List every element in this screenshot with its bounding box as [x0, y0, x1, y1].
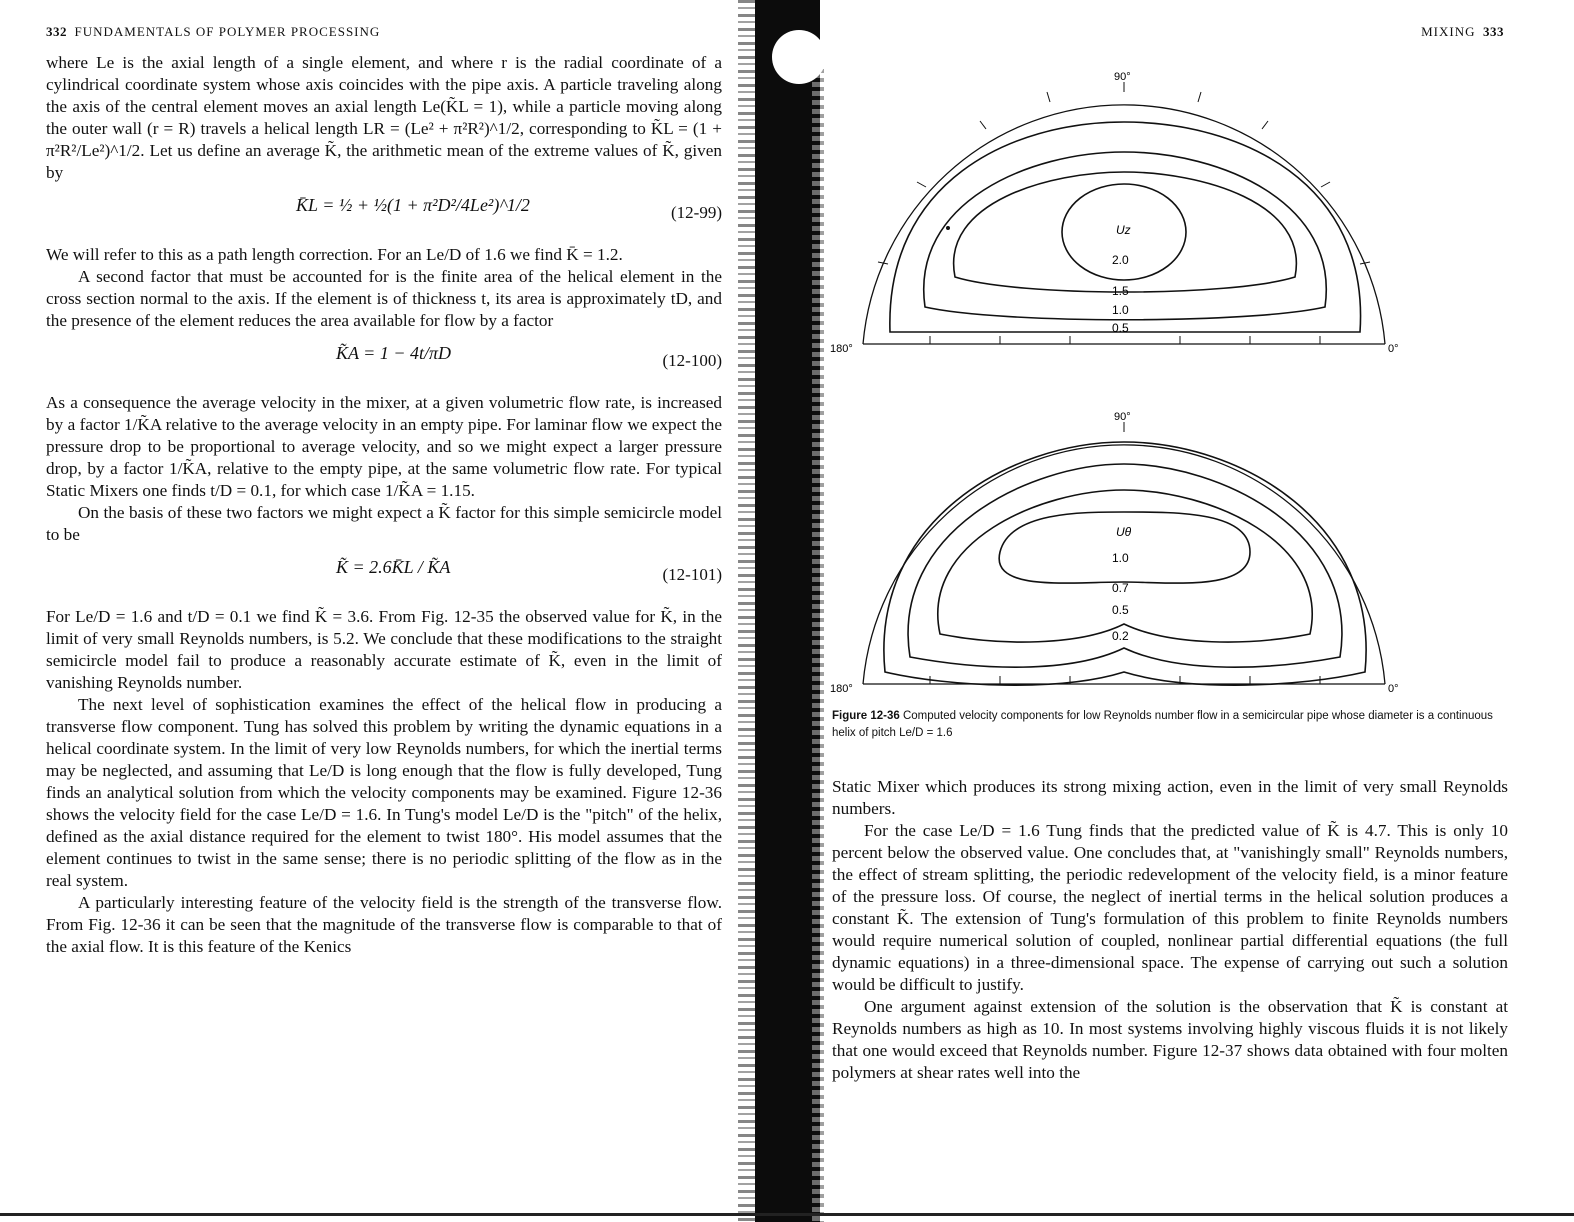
contour-label: 1.0: [1112, 303, 1129, 317]
symbol-utheta: Uθ: [1116, 525, 1132, 539]
caption-text: Computed velocity components for low Reynolds number flow in a semicircular pipe whose diameter is a continuous helix of pitch Le/D = 1.6: [832, 710, 1493, 739]
equation-body: K̃ = 2.6K̄L / K̃A: [336, 557, 451, 577]
caption-label: Figure 12-36: [832, 710, 900, 722]
paragraph: Static Mixer which produces its strong mixing action, even in the limit of very small Reynolds numbers.: [832, 777, 1508, 818]
contour-label: 0.5: [1112, 321, 1129, 335]
label-180: 180°: [830, 343, 853, 355]
page-bottom-edge: [0, 1213, 1574, 1216]
right-header-title: MIXING: [1421, 24, 1476, 39]
binding-hole: [772, 30, 826, 84]
equation-body: K̃A = 1 − 4t/πD: [336, 343, 451, 363]
label-0: 0°: [1388, 343, 1399, 355]
equation-number: (12-101): [662, 565, 722, 584]
contour-label: 0.7: [1112, 581, 1129, 595]
figure-axial-velocity: [830, 62, 1410, 362]
equation-12-100: [46, 332, 722, 392]
paragraph: A second factor that must be accounted for is the finite area of the helical element in the cross section normal to the axis. If the element is of thickness t, its area is approximately tD, and the presence of the element reduces the area available for flow by a factor: [46, 267, 722, 330]
paragraph: where Le is the axial length of a single element, and where r is the radial coordinate of a cylindrical coordinate system whose axis coincides with the pipe axis. A particle traveling along the axis of the central element moves an axial length Le(K̃L = 1), while a particle moving along the outer wall (r = R) travels a helical length LR = (Le² + π²R²)^1/2, corresponding to K̃L = (1 + π²R²/Le²)^1/2. Let us define an average K̃, the arithmetic mean of the extreme values of K̃, given by: [46, 53, 722, 182]
figure-caption: [832, 708, 1508, 742]
label-0: 0°: [1388, 683, 1399, 695]
contour-label: 0.2: [1112, 629, 1129, 643]
contour-label: 2.0: [1112, 253, 1129, 267]
left-page-number: 332: [46, 24, 67, 39]
contour-label: 1.5: [1112, 284, 1129, 298]
figure-azimuthal-velocity: [830, 402, 1410, 702]
paragraph: We will refer to this as a path length correction. For an Le/D of 1.6 we find K̄ = 1.2.: [46, 245, 623, 264]
symbol-uz: Uz: [1116, 223, 1131, 237]
equation-12-99: [46, 184, 722, 244]
left-body-text: [46, 52, 722, 958]
equation-12-101: [46, 546, 722, 606]
right-body-text: [832, 776, 1508, 1084]
paragraph: As a consequence the average velocity in the mixer, at a given volumetric flow rate, is increased by a factor 1/K̃A relative to the average velocity in an empty pipe. For laminar flow we expect the pressure drop to be proportional to average velocity, and so we might expect a larger pressure drop, by a factor 1/K̃A, relative to the empty pipe, at the same volumetric flow rate. For typical Static Mixers one finds t/D = 0.1, for which case 1/K̃A = 1.15.: [46, 393, 722, 500]
paragraph: One argument against extension of the solution is the observation that K̃ is constant at Reynolds numbers as high as 10. In most systems involving highly viscous fluids it is not likely that one would exceed that Reynolds number. Figure 12-37 shows data obtained with four molten polymers at shear rates well into the: [832, 997, 1508, 1082]
left-header-title: FUNDAMENTALS OF POLYMER PROCESSING: [74, 24, 381, 39]
right-running-header: [1421, 24, 1504, 40]
equation-number: (12-99): [671, 203, 722, 222]
right-page-number: 333: [1483, 24, 1504, 39]
equation-number: (12-100): [662, 351, 722, 370]
contour-label: 1.0: [1112, 551, 1129, 565]
contour-label: 0.5: [1112, 603, 1129, 617]
paragraph: For Le/D = 1.6 and t/D = 0.1 we find K̃ = 3.6. From Fig. 12-35 the observed value for K̃, in the limit of very small Reynolds numbers, is 5.2. We conclude that these modifications to the straight semicircle model fail to produce a reasonably accurate estimate of K̃, even in the limit of vanishing Reynolds number.: [46, 607, 722, 692]
paragraph: The next level of sophistication examines the effect of the helical flow in producing a transverse flow component. Tung has solved this problem by writing the dynamic equations in a helical coordinate system. In the limit of very low Reynolds numbers, for which the inertial terms may be neglected, and assuming that Le/D is long enough that the flow is fully developed, Tung finds an analytical solution from which the velocity components may be examined. Figure 12-36 shows the velocity field for the case Le/D = 1.6. In Tung's model Le/D is the "pitch" of the helix, defined as the axial distance required for the element to twist 180°. His model assumes that the element continues to twist in the same sense; there is no periodic splitting of the flow as in the real system.: [46, 695, 722, 890]
label-90: 90°: [1114, 71, 1131, 83]
paragraph: For the case Le/D = 1.6 Tung finds that the predicted value of K̃ is 4.7. This is only 10 percent below the observed value. One concludes that, at "vanishingly small" Reynolds numbers, the effect of stream splitting, the periodic redevelopment of the velocity field, is a minor feature of the pressure loss. Of course, the neglect of inertial terms in the helical solution produces a constant K̃. The extension of Tung's formulation of this problem to finite Reynolds numbers would require numerical solution of coupled, nonlinear partial differential equations (the full dynamic equations) in a three-dimensional space. The expense of carrying out such a solution would be difficult to justify.: [832, 821, 1508, 994]
paragraph: A particularly interesting feature of the velocity field is the strength of the transverse flow. From Fig. 12-36 it can be seen that the magnitude of the transverse flow is comparable to that of the axial flow. It is this feature of the Kenics: [46, 893, 722, 956]
paragraph: On the basis of these two factors we might expect a K̃ factor for this simple semicircle model to be: [46, 503, 722, 544]
equation-body: K̄L = ½ + ½(1 + π²D²/4Le²)^1/2: [296, 195, 530, 215]
binding-edge: [812, 60, 824, 1222]
left-running-header: [46, 24, 380, 40]
label-90: 90°: [1114, 411, 1131, 423]
label-180: 180°: [830, 683, 853, 695]
